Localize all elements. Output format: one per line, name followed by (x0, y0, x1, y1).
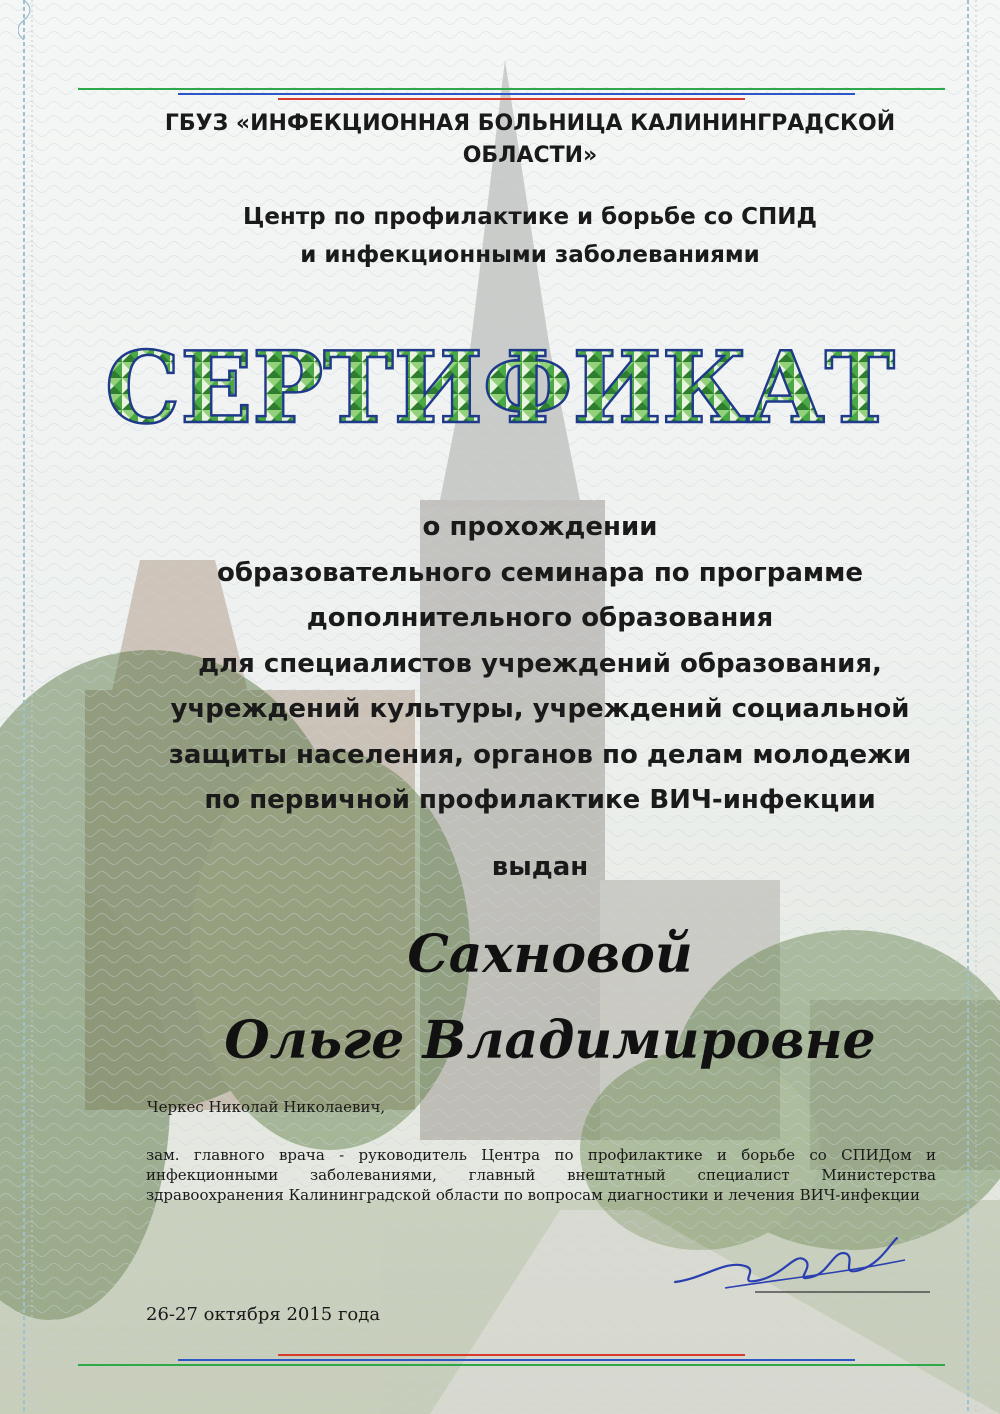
center-line-2: и инфекционными заболеваниями (300, 242, 760, 268)
signature-image (665, 1230, 935, 1300)
org-line-1: ГБУЗ «ИНФЕКЦИОННАЯ БОЛЬНИЦА КАЛИНИНГРАДСКОЙ (164, 111, 896, 136)
certificate-title-text: СЕРТИФИКАТ (105, 331, 895, 440)
body-line: защиты населения, органов по делам молодежи (168, 739, 912, 770)
body-line: образовательного семинара по программе (216, 557, 864, 588)
signer-position: зам. главного врача - руководитель Центра по профилактике и борьбе со СПИДом и инфекционными заболеваниями, главный внештатный специалист Министерства здравоохранения Калининградской области по вопросам диагностики и лечения ВИЧ-инфекции (146, 1146, 936, 1204)
rule-green (78, 1364, 945, 1366)
center-name (150, 198, 910, 274)
rule-red (278, 1354, 745, 1356)
body-line: учреждений культуры, учреждений социальной (170, 694, 910, 724)
rule-blue (178, 93, 855, 95)
body-line: по первичной профилактике ВИЧ-инфекции (204, 785, 876, 815)
certificate-title (90, 330, 910, 440)
organization-name (150, 108, 910, 172)
top-color-rule (78, 88, 945, 103)
certificate-date: 26-27 октября 2015 года (146, 1304, 381, 1325)
recipient-name (140, 912, 960, 1084)
recipient-surname: Сахновой (407, 924, 693, 985)
signer-name: Черкес Николай Николаевич, (147, 1098, 386, 1116)
center-line-1: Центр по профилактике и борьбе со СПИД (242, 204, 818, 230)
rule-blue (178, 1359, 855, 1361)
issued-label: выдан (491, 852, 589, 882)
rule-green (78, 88, 945, 90)
rule-red (278, 98, 745, 100)
certificate-body (130, 505, 950, 824)
bottom-color-rule (78, 1354, 945, 1369)
org-line-2: ОБЛАСТИ» (462, 143, 598, 168)
body-line: дополнительного образования (306, 603, 774, 633)
body-line: для специалистов учреждений образования, (198, 648, 882, 679)
recipient-given-names: Ольге Владимировне (224, 1010, 876, 1071)
body-line: о прохождении (422, 512, 658, 542)
